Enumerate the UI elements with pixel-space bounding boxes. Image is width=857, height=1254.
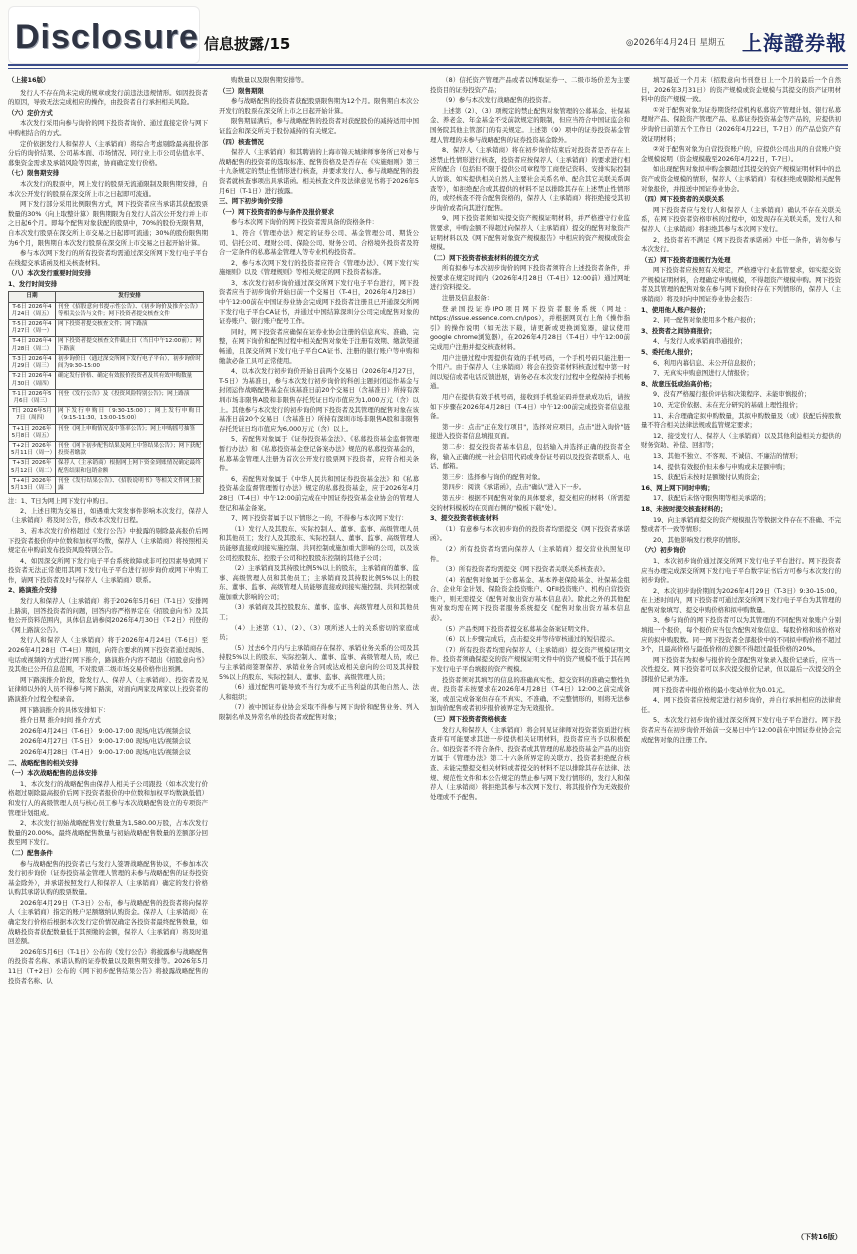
paragraph: 参与本次网下询价的网下投资者需具备的资格条件：: [231, 218, 378, 227]
schedule-row: [9, 372, 204, 389]
paragraph: （五）网下投资者违规行为处理: [641, 255, 731, 264]
column-3: [430, 76, 630, 1236]
paragraph: 网下发行部分采用比例限售方式，网下投资者应当承诺其获配股票数量的30%（向上取整计算）限售期限为自发行人首次公开发行并上市之日起6个月。即每个配售对象获配的股票中，70%的股份无限售期，自本次发行股票在深交所上市交易之日起即可流通；30%的股份限售期为6个月，限售期自本次发行股票在深交所上市交易之日起开始计算。: [8, 200, 208, 247]
schedule-arrangement: 刊登《网上申购情况及中签率公告》；网上申购摇号抽签: [56, 424, 204, 441]
paragraph: 4、网下投资者应按规定进行初步询价，并自行承担相应的法律责任。: [641, 696, 841, 714]
schedule-row: [9, 476, 204, 493]
paragraph: 发行人和保荐人（主承销商）将于2026年5月6日（T-1日）安排网上路演，回答投资者的问题，回答内容严格界定在《招股意向书》及其他公开资料范围内，具体信息请参阅2026年4月30日（T-2日）刊登的《网上路演公告》。: [8, 597, 208, 634]
header-rule: [8, 64, 848, 66]
paragraph: 2026年5月6日（T-1日）公布的《发行公告》将披露参与战略配售的投资者名称、承诺认购的证券数量以及限售期安排等。2026年5月11日（T+2日）公布的《网下初步配售结果公告》将披露战略配售的投资者名称、认: [8, 947, 208, 985]
paragraph: 第一步：点击"正在发行项目"，选择对应项目，点击"进入询价"链接进入投资者信息填报页面。: [430, 422, 630, 441]
column-1-text-b: [8, 507, 208, 987]
schedule-date: T-4日 2026年4月28日（周二）: [9, 337, 56, 354]
paragraph: 二、战略配售的相关安排: [8, 758, 79, 767]
paragraph: （9）参与本次发行战略配售的投资者。: [442, 96, 555, 105]
newspaper-name: 上海證券報: [742, 31, 847, 55]
paragraph: 网下投资者应与发行人和保荐人（主承销商）确认不存在关联关系，在网下投资者资格审核的过程中，如发现存在关联关系，发行人和保荐人（主承销商）将拒绝其参与本次网下发行。: [641, 205, 841, 233]
paragraph: 8、保荐人（主承销商）将在初步询价结束后对投资者是否存在上述禁止性情形进行核查，投资者应按保荐人（主承销商）的要求进行相应的配合（包括但不限于提供公司章程等工商登记资料、安排实际控制人访谈、如实提供相关自然人主要社会关系名单、配合其它关联关系调查等），如拒绝配合或其提供的材料不足以排除其存在上述禁止性情形的，或经核查不符合配售资格的，保荐人（主承销商）将拒绝接受其初步询价或者向其进行配售。: [430, 146, 630, 212]
paragraph: 14、提供有效报价但未参与申购或未足额申购；: [653, 462, 789, 471]
paragraph: 如出现配售对象拟申购金额超过其提交的资产规模证明材料中的总资产或资金规模的情形，保荐人（主承销商）有权拒绝或剔除相关配售对象报价，并报送中国证券业协会。: [641, 165, 841, 193]
paragraph: 9、网下投资者须如实提交资产规模证明材料，并严格遵守行业监管要求，申购金额不得超过向保荐人（主承销商）提交的配售对象资产证明材料以及《网下配售对象资产规模报告》中相应的资产规模或资金规模。: [430, 214, 630, 252]
paragraph: （7）被中国证券业协会采取不得参与网下询价和配售业务、列入限制名单及异常名单的投资者或配售对象；: [219, 703, 419, 721]
schedule-arrangement: 网下投资者提交核查文件；网下路演: [56, 320, 204, 337]
schedule-header-date: 日期: [9, 292, 56, 302]
paragraph: 用户在提供有效手机号码，接收到手机验证码并登录成功后，请按如下步骤在2026年4月28日（T-4日）中午12:00前完成投资者信息报备。: [430, 393, 630, 421]
paragraph: 2、参与本次网下发行的投资者应符合《管理办法》、《网下发行实施细则》以及《管理规则》等相关规定的网下投资者标准。: [219, 258, 419, 277]
paragraph: 2026年4月27日（T-5日） 9:00-17:00 现场/电话/视频会议: [20, 737, 192, 746]
paragraph: 12、接受发行人、保荐人（主承销商）以及其他利益相关方提供的财务资助、补偿、回扣等；: [641, 431, 841, 450]
schedule-date: T-5日 2026年4月27日（周一）: [9, 320, 56, 337]
column-2: [219, 76, 419, 1236]
paragraph: （三）网下投资者资格核查: [430, 715, 507, 723]
paragraph: （二）网下投资者核查材料的提交方式: [430, 253, 539, 262]
schedule-table: [8, 291, 204, 494]
paragraph: （3）承销商及其控股股东、董事、监事、高级管理人员和其他员工；: [219, 603, 419, 622]
paragraph: （1）发行人及其股东、实际控制人、董事、监事、高级管理人员和其他员工；发行人及其股东、实际控制人、董事、监事、高级管理人员能够直接或间接实施控制、共同控制或施加重大影响的公司，以及该公司控股股东、控股子公司和控股股东控制的其他子公司；: [219, 524, 419, 562]
paragraph: 所有拟参与本次初步询价的网下投资者须符合上述投资者条件，并按要求在规定时间内（2026年4月28日（T-4日）12:00前）通过网址进行资料提交。: [430, 264, 630, 292]
paragraph: 定价依据发行人和保荐人（主承销商）将综合考虑剔除最高报价部分后的询价结果、公司基本面、市场情况、同行业上市公司估值水平、募集资金需求及承销风险等因素，协商确定发行价格。: [8, 139, 208, 167]
schedule-date: T-6日 2026年4月24日（周五）: [9, 302, 56, 319]
paragraph: 填写最近一个月末（招股意向书刊登日上一个月的最后一个自然日，2026年3月31日）的资产规模或资金规模与其提交的资产证明材料中的资产规模一致。: [641, 76, 841, 104]
schedule-rows: [9, 302, 204, 493]
schedule-row: [9, 302, 204, 319]
paragraph: （5）过去6个月内与主承销商存在保荐、承销业务关系的公司及其持股5%以上的股东、实际控制人、董事、监事、高级管理人员，或已与主承销商签署保荐、承销业务合同或达成相关意向的公司及其持股5%以上的股东、实际控制人、董事、监事、高级管理人员；: [219, 643, 419, 681]
paragraph: （八）本次发行重要时间安排: [8, 269, 92, 278]
paragraph: 2026年4月29日（T-3日）公布，参与战略配售的投资者将向保荐人（主承销商）指定的账户足额缴纳认购资金。保荐人（主承销商）在确定发行价格后根据本次发行定价情况确定各投资者最终配售数量，如战略投资者获配数量低于其预缴的金额，保荐人（主承销商）将及时退回差额。: [8, 898, 208, 946]
schedule-row: [9, 441, 204, 458]
paragraph: （2）所有投资者均需向保荐人（主承销商）提交营业执照复印件。: [430, 544, 630, 563]
paragraph: 参与本次网下发行的所有投资者均需通过深交所网下发行电子平台在线提交承诺函及相关核查材料。: [8, 249, 208, 267]
paragraph: 4、以本次发行初步询价开始日前两个交易日（2026年4月27日，T-5日）为基准日，参与本次发行初步询价的科创主题封闭运作基金与封闭运作战略配售基金在该基准日前20个交易日（含基准日）所持有深圳市场非限售A股和非限售存托凭证日均市值应为1,000万元（含）以上。其他参与本次发行的初步询价网下投资者及其管理的配售对象在该基准日前20个交易日（含基准日）所持有深圳市场非限售A股和非限售存托凭证日均市值应为6,000万元（含）以上。: [219, 367, 419, 433]
paragraph: 11、未合理确定拟申购数量，其拟申购数量及（或）获配后持股数量不符合相关法律法规或监管规定要求；: [641, 411, 841, 430]
paragraph: 本次发行的股票中，网上发行的股票无流通限制及限售期安排，自本次公开发行的股票在深交所上市之日起即可流通。: [8, 179, 208, 198]
paragraph: （4）若配售对象属于公募基金、基本养老保险基金、社保基金组合、企业年金计划、保险资金投资账户、QFII投资账户、机构自营投资账户，则无需提交《配售对象出资方基本信息表》。除此之外的其他配售对象均需在网下投资者服务系统提交《配售对象出资方基本信息表》。: [430, 575, 630, 623]
paragraph: 1、发行时间安排: [8, 279, 58, 288]
paragraph: 参与战略配售的投资者获配股票限售期为12个月。限售期自本次公开发行的股票在深交所上市之日起开始计算。: [219, 97, 419, 115]
schedule-arrangement: 刊登《招股意向书提示性公告》、《初步询价及推介公告》等相关公告与文件；网下投资者提交核查文件: [56, 302, 204, 319]
paragraph: 投资者须对其填写的信息的准确真实性、提交资料的准确完整性负责。投资者未按要求在2026年4月28日（T-4日）12:00之前完成备案，或虽完成备案但存在不真实、不准确、不完整情形的，则将无法参加询价配售或者初步报价被界定为无效报价。: [430, 675, 630, 713]
paragraph: 保荐人（主承销商）和其聘请的上海市锦天城律师事务所已对参与战略配售的投资者的选取标准、配售资格及是否存在《实施细则》第三十九条规定的禁止性情形进行核查，并要求发行人、参与战略配售的投资者就核查事项出具承诺函。相关核查文件及法律意见书将于2026年5月6日（T-1日）进行披露。: [219, 148, 419, 195]
schedule-date: T-2日 2026年4月30日（周四）: [9, 372, 56, 389]
paragraph: 第三步：选择参与询价的配售对象。: [442, 472, 545, 481]
schedule-row: [9, 407, 204, 424]
paragraph: 第四步：阅读《承诺函》，点击"确认"进入下一步。: [442, 483, 586, 492]
section-title: 信息披露/15: [204, 35, 291, 53]
paragraph: （8）信托资产管理产品或者以博取证券一、二级市场价差为主要投资目的证券投资产品；: [430, 76, 630, 94]
paragraph: （7）所有投资者均需向保荐人（主承销商）提交资产规模证明文件。投资者须确保提交的资产规模证明文件中的资产规模不低于其在网下发行电子平台填报的资产规模。: [430, 645, 630, 674]
paragraph: （1）有意参与本次初步询价的投资者均需提交《网下投资者承诺函》。: [430, 524, 630, 543]
paragraph: （5）产品类网下投资者提交私募基金备案证明文件。: [442, 624, 594, 633]
paragraph: 13、其他不独立、不客观、不诚信、不廉洁的情形；: [653, 451, 802, 460]
paragraph: 5、委托他人报价；: [641, 348, 697, 357]
header-rule-thin: [8, 68, 848, 69]
paragraph: 3、若本次发行价格超过《发行公告》中披露的剔除最高报价后网下投资者报价的中位数和加权平均数，保荐人（主承销商）将按照相关规定在申购前发布投资风险特别公告。: [8, 526, 208, 555]
schedule-row: [9, 459, 204, 476]
paragraph: 6、利用内幕信息、未公开信息报价；: [653, 358, 760, 367]
paragraph: 第五步：根据不同配售对象的具体要求，提交相应的材料（所需提交的材料模板均在页面右侧的"模板下载"处）。: [430, 493, 630, 512]
paragraph: 同时，网下投资者应确保在证券业协会注册的信息真实、准确、完整，在网下询价和配售过程中相关配售对象处于注册有效期、缴款渠道畅通，且深交所网下发行电子平台CA证书、注册的银行账户等申购和缴款必备工具可正常使用。: [219, 327, 419, 365]
paragraph: 17、获配后未恪守限售期等相关承诺的；: [653, 494, 770, 503]
schedule-arrangement: 刊登《发行结果公告》、《招股说明书》等相关文件网上披露: [56, 476, 204, 493]
paragraph: 购数量以及限售期安排等。: [231, 76, 308, 84]
schedule-note: 注：1、T日为网上网下发行申购日。: [8, 497, 112, 506]
paragraph: 6、若配售对象属于《中华人民共和国证券投资基金法》和《私募投资基金监督管理暂行办法》规定的私募投资基金，应于2026年4月28日（T-4日）中午12:00前完成在中国证券投资基金业协会的管理人登记和基金备案。: [219, 474, 419, 512]
issue-date: ◎2026年4月24日 星期五: [626, 38, 725, 48]
schedule-date: T+4日 2026年5月13日（周三）: [9, 476, 56, 493]
paragraph: 1、符合《管理办法》规定的证券公司、基金管理公司、期货公司、信托公司、理财公司、保险公司、财务公司、合格境外投资者及符合一定条件的私募基金管理人等专业机构投资者。: [219, 228, 419, 257]
page-header: [0, 0, 857, 70]
paragraph: （一）本次战略配售的总体安排: [8, 769, 98, 778]
paragraph: （七）限售期安排: [8, 169, 60, 178]
paragraph: 限售期届满后，参与战略配售的投资者对获配股份的减持适用中国证监会和深交所关于股份减持的有关规定。: [219, 117, 419, 135]
paragraph: 参与战略配售的投资者已与发行人签署战略配售协议，不参加本次发行初步询价（证券投资基金管理人管理的未参与战略配售的证券投资基金除外），并承诺按照发行人和保荐人（主承销商）确定的发行价格认购其承诺认购的股票数量。: [8, 859, 208, 897]
paragraph: （6）以上步骤完成后，点击提交并等待审核通过的短信提示。: [442, 635, 619, 644]
schedule-row: [9, 389, 204, 406]
paragraph: 18、未按时提交核查材料的；: [641, 504, 727, 513]
continued-from-label: （上接16版）: [8, 76, 50, 84]
paragraph: 用户注册过程中需提供有效的手机号码，一个手机号码只能注册一个用户。由于保荐人（主承销商）将会在投资者材料核查过程中第一时间以短信或者电话反馈进展，请务必在本次发行过程中全程保持手机畅通。: [430, 353, 630, 391]
paragraph: 本次发行采用向参与询价的网下投资者询价、通过直接定价与网下申购相结合的方式。: [8, 119, 208, 137]
schedule-header-arrangement: 发行安排: [56, 292, 204, 302]
logo-text: Disclosure: [15, 18, 199, 56]
schedule-arrangement: 初步询价日（通过深交所网下发行电子平台），初步询价时间为9:30-15:00: [56, 354, 204, 371]
paragraph: 5、本次发行初步询价通过深交所网下发行电子平台进行。网下投资者应当在初步询价开始前一交易日中午12:00前在中国证券业协会完成配售对象的注册工作。: [641, 716, 841, 744]
paragraph: 网下投资者申报价格的最小变动单位为0.01元。: [653, 685, 789, 694]
column-4: [641, 76, 841, 1236]
column-1: [8, 76, 208, 1236]
schedule-date: T-1日 2026年5月6日（周三）: [9, 389, 56, 406]
paragraph: （六）定价方式: [8, 108, 53, 117]
paragraph: 3、参与询价的网下投资者可以为其管理的不同配售对象账户分别填报一个报价，每个报价应当包含配售对象信息、每股价格和该价格对应的拟申购股数。同一网下投资者全部报价中的不同拟申购价格不超过3个，且最高价格与最低价格的差额不得超过最低价格的20%。: [641, 616, 841, 654]
paragraph: 8、故意压低或抬高价格；: [641, 379, 716, 388]
paragraph: （六）初步询价: [641, 546, 686, 555]
schedule-arrangement: 刊登《发行公告》及《投资风险特别公告》；网上路演: [56, 389, 204, 406]
paragraph: 7、网下投资者属于以下情形之一的，不得参与本次网下发行：: [231, 514, 408, 523]
paragraph: 发行人和保荐人（主承销商）将会同见证律师对投资者资质进行核查并有可能要求其进一步提供相关证明材料，投资者应当予以积极配合。如投资者不符合条件、投资者或其管理的私募投资基金产品的出资方属于《管理办法》第二十六条所界定的关联方、投资者拒绝配合核查、未能完整提交相关材料或者提交的材料不足以排除其存在法律、法规、规范性文件和本公告规定的禁止参与网下发行情形的，发行人和保荐人（主承销商）将拒绝其参与本次网下发行、将其报价作为无效报价处理或不予配售。: [430, 725, 630, 801]
schedule-row: [9, 424, 204, 441]
paragraph: 10、无定价依据、未在充分研究的基础上理性报价；: [653, 401, 802, 409]
schedule-date: T日 2026年5月7日（周四）: [9, 407, 56, 424]
schedule-row: [9, 354, 204, 371]
paragraph: （2）主承销商及其持股比例5%以上的股东，主承销商的董事、监事、高级管理人员和其他员工；主承销商及其持股比例5%以上的股东、董事、监事、高级管理人员能够直接或间接实施控制、共同控制或施加重大影响的公司；: [219, 564, 419, 601]
paragraph: 5、若配售对象属于《证券投资基金法》、《私募投资基金监督管理暂行办法》和《私募投资基金登记备案办法》规范的私募投资基金的，私募基金管理人注册为首次公开发行股票网下投资者，应符合相关条件。: [219, 435, 419, 473]
schedule-arrangement: 网下投资者提交核查文件截止日（当日中午12:00前）；网下路演: [56, 337, 204, 354]
paragraph: 2、投资者若不满足《网下投资者承诺函》中任一条件，请勿参与本次发行。: [641, 235, 841, 254]
paragraph: 网下路演推介阶段，除发行人、保荐人（主承销商）、投资者及见证律师以外的人员不得参与网下路演，对面向两家及两家以上投资者的路演推介过程全程录音。: [8, 675, 208, 704]
paragraph: 登录国投证券IPO项目网下投资者服务系统（网址：https://issue.essence.com.cn/ipos），并根据网页右上角《操作指引》的操作说明（如无法下载，请更新或更换浏览器，建议使用google chrome浏览器），在2026年4月28日（T-4日）中午12:00前完成用户注册并提交核查材料。: [430, 304, 630, 352]
paragraph: 2、同一配售对象使用多个账户报价；: [653, 316, 760, 325]
schedule-row: [9, 320, 204, 337]
paragraph: 推介日期 推介时间 推介方式: [20, 716, 101, 725]
paragraph: 2026年4月24日（T-6日） 9:00-17:00 现场/电话/视频会议: [20, 726, 192, 735]
schedule-row: [9, 337, 204, 354]
paragraph: ①对于配售对象为证券期货经营机构私募资产管理计划、银行私募理财产品、保险资产管理产品、私募证券投资基金等产品的，应提供初步询价日前第五个工作日（2026年4月22日，T-7日）的产品总资产有效证明材料；: [641, 105, 841, 143]
schedule-arrangement: 刊登《网下初步配售结果及网上中签结果公告》；网下获配投资者缴款: [56, 441, 204, 458]
paragraph: （四）网下投资者的关联关系: [641, 195, 725, 204]
paragraph: 网下路演推介的具体安排如下：: [20, 705, 110, 714]
paragraph: ②对于配售对象为自营投资账户的，应提供公司出具的自营账户资金规模说明（资金规模截至2026年4月22日，T-7日）。: [641, 145, 841, 163]
paragraph: 网下投资者应按照有关规定，严格遵守行业监管要求，如实提交资产规模证明材料，合理确定申购规模，不得超资产规模申购。网下投资者及其管理的配售对象在参与网下询价时存在下列情形的，保荐人（主承销商）将及时向中国证券业协会报告：: [641, 266, 841, 304]
paragraph: 19、向主承销商提交的资产规模报告等数据文件存在不准确、不完整或者不一致等情形；: [641, 515, 841, 534]
paragraph: 4、如因深交所网下发行电子平台系统故障或非可控因素导致网下投资者无法正常使用其网下发行电子平台进行初步询价或网下申购工作，请网下投资者及时与保荐人（主承销商）联系。: [8, 556, 208, 584]
paragraph: 2、本次初步询价期间为2026年4月29日（T-3日）9:30-15:00。在上述时间内，网下投资者可通过深交所网下发行电子平台为其管理的配售对象填写、提交申购价格和拟申购数量。: [641, 586, 841, 614]
paragraph: 发行人和保荐人（主承销商）将于2026年4月24日（T-6日）至2026年4月28日（T-4日）期间，向符合要求的网下投资者通过现场、电话或视频的方式进行网下推介，路演推介内容不超出《招股意向书》及其他已公开信息范围，不对股票二级市场交易价格作出预测。: [8, 636, 208, 674]
paragraph: 7、无真实申购意图进行人情报价；: [653, 369, 753, 378]
schedule-arrangement: 保荐人（主承销商）根据网上网下资金到账情况确定最终配售结果和包销金额: [56, 459, 204, 476]
paragraph: （4）上述第（1）、（2）、（3）项所述人士的关系密切的家庭成员；: [219, 623, 419, 642]
paragraph: 2、本次发行初始战略配售发行数量为1,580.00万股，占本次发行数量的20.00%。最终战略配售数量与初始战略配售数量的差额部分回拨至网下发行。: [8, 819, 208, 847]
paragraph: 上述第（2）、（3）项规定的禁止配售对象管理的公募基金、社保基金、养老金、年金基金不受前款规定的限制，但应当符合中国证监会和国务院其他主管部门的有关规定。上述第（9）项中的证券投资基金管理人管理的未参与战略配售的证券投资基金除外。: [430, 106, 630, 144]
paragraph: 三、网下初步询价安排: [219, 197, 283, 206]
paragraph: 3、提交投资者核查材料: [430, 514, 499, 523]
paragraph: 1、本次发行的战略配售由保荐人相关子公司跟投（如本次发行价格超过剔除最高报价后网下投资者报价的中位数和加权平均数孰低值）和发行人的高级管理人员与核心员工参与本次战略配售设立的专项资产管理计划组成。: [8, 779, 208, 817]
schedule-date: T+1日 2026年5月8日（周五）: [9, 424, 56, 441]
paragraph: （3）所有投资者均需提交《网下投资者关联关系核查表》。: [442, 565, 610, 574]
paragraph: 第二步：提交投资者基本信息，包括输入并选择正确的投资者全称，输入正确的统一社会信用代码或身份证号码以及投资者联系人、电话、邮箱。: [430, 442, 630, 471]
paragraph: 1、本次初步询价通过深交所网下发行电子平台进行。网下投资者应当办理完成深交所网下发行电子平台数字证书后方可参与本次发行的初步询价。: [641, 556, 841, 585]
paragraph: （一）网下投资者的参与条件及报价要求: [219, 207, 335, 216]
paragraph: 2026年4月28日（T-4日） 9:00-17:00 现场/电话/视频会议: [20, 747, 192, 756]
schedule-arrangement: 网下发行申购日（9:30-15:00）；网上发行申购日（9:15-11:30，13:00-15:00）: [56, 407, 204, 424]
schedule-date: T+3日 2026年5月12日（周二）: [9, 459, 56, 476]
paragraph: （二）配售条件: [8, 848, 53, 857]
schedule-date: T+2日 2026年5月11日（周一）: [9, 441, 56, 458]
paragraph: 4、与发行人或承销商串通报价；: [653, 337, 747, 346]
paragraph: 2、路演推介安排: [8, 586, 58, 595]
paragraph: 2、上述日期为交易日，如遇重大突发事件影响本次发行，保荐人（主承销商）将及时公告，修改本次发行日程。: [8, 506, 208, 525]
paragraph: 15、获配后未按时足额缴付认购资金；: [653, 473, 764, 482]
paragraph: （三）限售期限: [219, 86, 264, 95]
paragraph: 16、网上网下同时申购；: [641, 483, 714, 492]
schedule-arrangement: 确定发行价格、确定有效报价投资者及其有效申购数量: [56, 372, 204, 389]
paragraph: 3、投资者之间协商报价；: [641, 326, 716, 335]
paragraph: 1、使用他人账户报价；: [641, 305, 710, 314]
paragraph: 网下投资者为拟参与报价的全部配售对象录入报价记录后，应当一次性提交。网下投资者可以多次提交报价记录，但以最后一次提交的全部报价记录为准。: [641, 655, 841, 684]
column-1-text-a: [8, 89, 208, 290]
paragraph: 发行人不存在尚未完成的规章或发行前违法违规情形。如因投资者的原因，导致无法完成相应的操作，由投资者自行承担相关风险。: [8, 88, 208, 107]
paragraph: 9、没有严格履行报价评估和决策程序、未能审慎报价；: [653, 390, 811, 399]
schedule-date: T-3日 2026年4月29日（周三）: [9, 354, 56, 371]
paragraph: （四）核查情况: [219, 137, 264, 146]
paragraph: 注册及信息报备：: [442, 294, 494, 303]
continued-to-label: （下转16版）: [797, 1233, 842, 1241]
paragraph: 20、其他影响发行秩序的情形。: [653, 535, 745, 544]
paragraph: 3、本次发行初步询价通过深交所网下发行电子平台进行，网下投资者应当于初步询价开始日前一个交易日（T-4日，2026年4月28日）中午12:00前在中国证券业协会完成网下投资者注册且已开通深交所网下发行电子平台CA证书，并通过中国结算深圳分公司完成配售对象的证券账户、银行账户配号工作。: [219, 278, 419, 326]
disclosure-logo: [8, 6, 200, 64]
paragraph: （6）通过配售可能导致不当行为或不正当利益的其他自然人、法人和组织；: [219, 683, 419, 701]
